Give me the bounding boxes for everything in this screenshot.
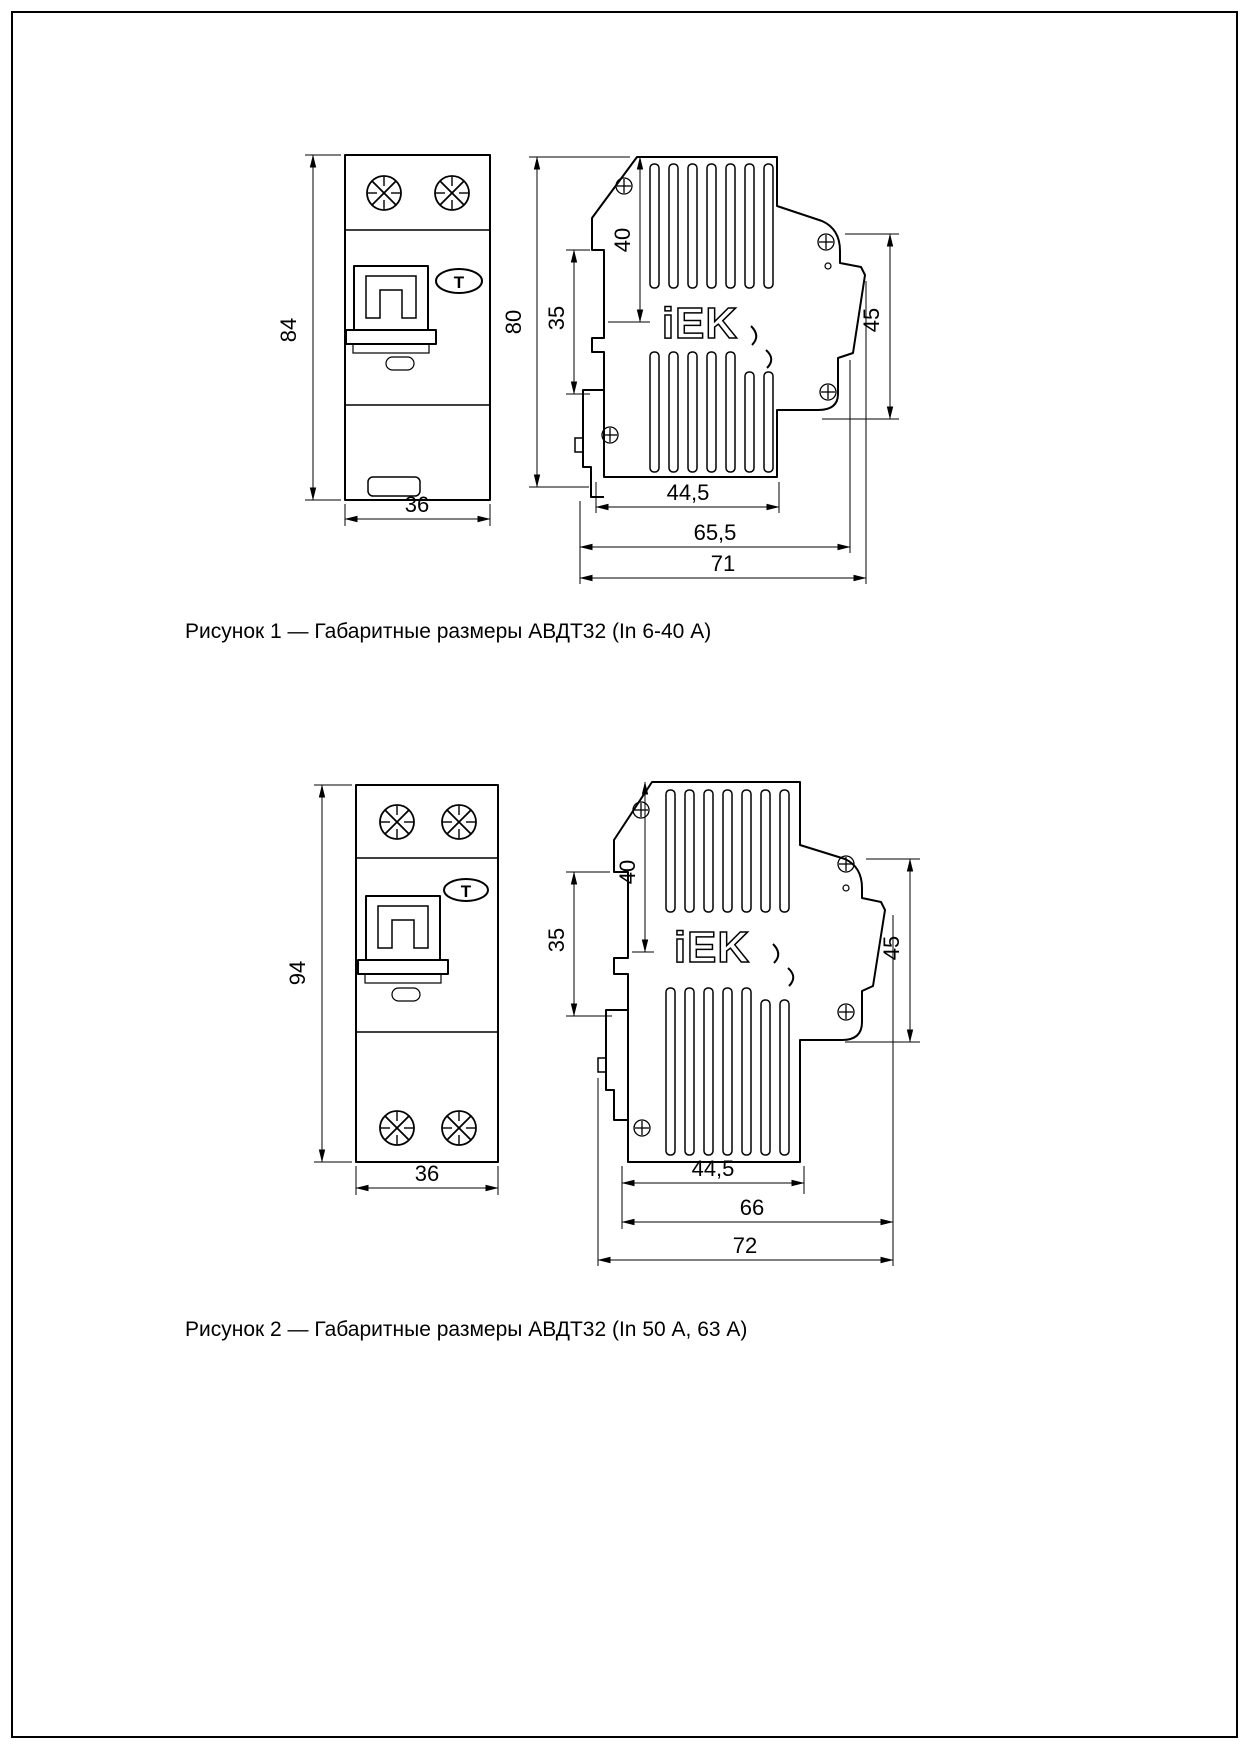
screw-icon [838, 1004, 854, 1020]
test-button [436, 269, 482, 293]
din-clip-side [606, 1010, 628, 1120]
handle-mark [788, 968, 793, 986]
handle-mark [766, 350, 771, 368]
fig2-side-72-dim [598, 1078, 893, 1266]
screw-icon [602, 427, 618, 443]
figure1-caption: Рисунок 1 — Габаритные размеры АВДТ32 (In 6-40 А) [185, 620, 712, 643]
dim-label: 40 [615, 859, 640, 885]
fig2-side-45-dim [845, 859, 920, 1042]
figure1-drawing [276, 155, 899, 584]
fig1-side-44-5-dim [596, 480, 779, 513]
dim-label: 66 [739, 1195, 765, 1220]
fig2-side-44-5-dim [622, 1156, 804, 1229]
indicator-window [392, 988, 420, 1001]
iek-logo: iEK [661, 299, 739, 348]
screw-icon [616, 178, 632, 194]
dim-label: 36 [414, 1161, 440, 1186]
dim-label: 45 [879, 935, 904, 961]
dim-label: 80 [501, 309, 526, 335]
dim-label: 71 [710, 551, 736, 576]
fig2-side-view [598, 782, 885, 1162]
fig1-front-view [345, 155, 490, 500]
test-button-label: T [453, 273, 465, 292]
breaker-side-body [614, 782, 885, 1162]
pin-hole [825, 263, 831, 269]
fig2-side-35-dim [544, 872, 612, 1016]
toggle-switch [346, 266, 436, 353]
screw-icon [820, 384, 836, 400]
dim-label: 44,5 [666, 480, 710, 505]
screw-icon [435, 176, 469, 210]
pin-hole [843, 885, 849, 891]
din-clip-side [583, 390, 604, 497]
dim-label: 35 [544, 927, 569, 953]
dim-label: 36 [404, 492, 430, 517]
fig1-side-45-dim [822, 234, 899, 419]
toggle-switch [358, 896, 448, 983]
screw-icon [367, 176, 401, 210]
screw-icon [838, 856, 854, 872]
dim-label: 94 [285, 960, 310, 986]
figure2-caption: Рисунок 2 — Габаритные размеры АВДТ32 (In 50 А, 63 А) [185, 1318, 748, 1341]
fig2-side-66-dim [622, 915, 893, 1266]
dim-label: 35 [544, 305, 569, 331]
screw-icon [442, 1111, 476, 1145]
screw-icon [380, 1111, 414, 1145]
dim-label: 72 [732, 1233, 758, 1258]
breaker-front-body [345, 155, 490, 500]
handle-mark [751, 326, 756, 345]
indicator-window [386, 357, 414, 370]
fig1-side-35-dim [544, 250, 590, 394]
dim-label: 45 [859, 307, 884, 333]
dim-label: 65,5 [693, 520, 737, 545]
fig2-front-view [356, 785, 498, 1162]
screw-icon [634, 1120, 650, 1136]
fig1-side-40-dim [608, 157, 650, 322]
fig2-front-height-dim [285, 785, 352, 1162]
dim-label: 40 [610, 227, 635, 253]
test-button [444, 879, 488, 901]
iek-logo: iEK [673, 923, 751, 972]
dim-label: 84 [276, 317, 301, 343]
handle-mark [773, 944, 778, 963]
ventilation-slots [666, 790, 789, 1155]
fig2-front-width-dim [356, 1161, 498, 1195]
screw-icon [442, 805, 476, 839]
screw-icon [818, 234, 834, 250]
fig1-front-height-dim [276, 155, 341, 500]
figure2-drawing [285, 782, 920, 1266]
fig1-front-width-dim [345, 492, 490, 526]
dim-label: 44,5 [691, 1156, 735, 1181]
fig1-side-view [575, 157, 865, 497]
test-button-label: T [460, 882, 472, 901]
screw-icon [380, 805, 414, 839]
screw-icon [633, 802, 649, 818]
